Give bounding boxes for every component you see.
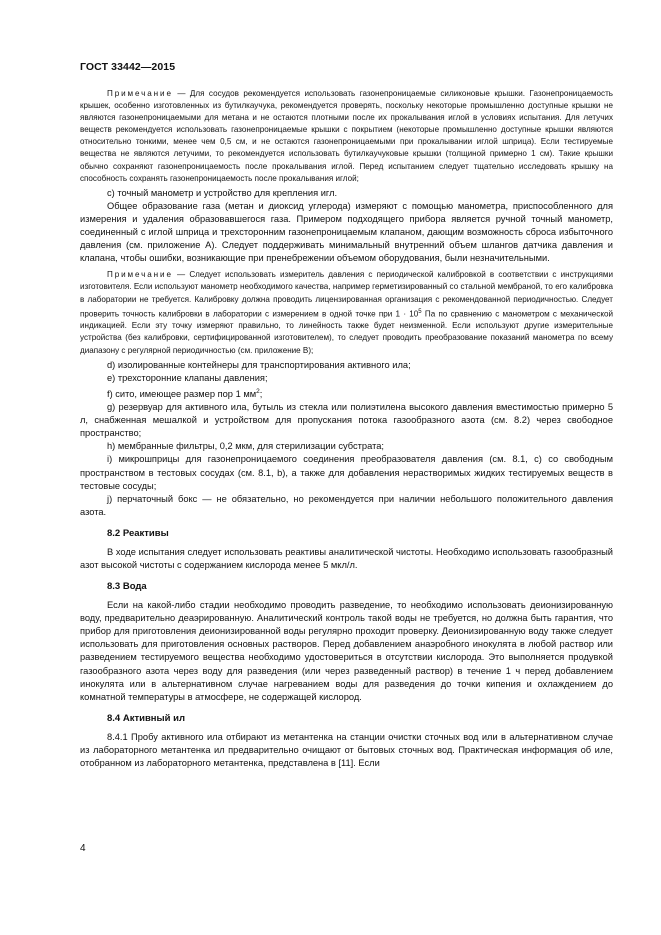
list-item-i: i) микрошприцы для газонепроницаемого соединения преобразователя давления (см. 8.1, с) со свободным пространством в тестовых сосудах (см. 8.1, b), а также для добавления нерастворимых жидких тестируемых веществ в тестовые сосуды; bbox=[80, 454, 613, 491]
paragraph-reagents: В ходе испытания следует использовать реактивы аналитической чистоты. Необходимо использовать газообразный азот высокой чистоты с содержанием кислорода менее 5 мкл/л. bbox=[80, 546, 613, 570]
list-item-e: е) трехсторонние клапаны давления; bbox=[107, 372, 268, 383]
note-pressure-meter bbox=[80, 269, 613, 356]
section-heading-reagents: 8.2 Реактивы bbox=[107, 527, 169, 539]
note-vessel-caps bbox=[80, 88, 613, 185]
list-item-d: d) изолированные контейнеры для транспортирования активного ила; bbox=[107, 359, 411, 370]
note-text: — Для сосудов рекомендуется использовать газонепроницаемые силиконовые крышки. Газонепроницаемость крышек, особенно изготовленных из бутилкаучука, рекомендуется проверять, поскольку некоторые промышленно доступные крышки не являются газонепроницаемыми для метана и не остаются плотными после их прокалывания иглой в условиях испытания. Для летучих веществ рекомендуется использовать газонепроницаемые крышки с покрытием (некоторые промышленно доступные крышки являются относительно тонкими, менее чем 0,5 см, и не остаются газонепроницаемыми при прокалывании иглой шприца). Если тестируемые вещества не являются летучими, то рекомендуется использовать бутилкаучуковые крышки (толщиной примерно 1 см). Такие крышки обычно сохраняют газонепроницаемость после прокалывания иглой. Перед испытанием следует тщательно исследовать крышку на способность сохранять газонепроницаемость после прокалывания иглой; bbox=[80, 89, 613, 183]
section-heading-activated-sludge: 8.4 Активный ил bbox=[107, 712, 185, 724]
document-header: ГОСТ 33442—2015 bbox=[80, 61, 176, 73]
note-label: Примечание bbox=[107, 89, 173, 98]
note-text-before: — Следует использовать измеритель давления с периодической калибровкой в соответствии с инструкциями изготовителя. Если используют манометр необходимого качества, например герметизированный со стальной мембраной, то его калибровка в лаборатории не требуется. Калибровку должна проводить лицензированная организация с рекомендованной периодичностью. Следует проверить точность калибровки в лаборатории с измерением в одной точке при 1 · 10 bbox=[80, 270, 613, 319]
item-f-end: ; bbox=[259, 388, 263, 399]
note-label: Примечание bbox=[107, 270, 173, 280]
page-number: 4 bbox=[80, 843, 86, 854]
paragraph-gas-measurement: Общее образование газа (метан и диоксид углерода) измеряют с помощью манометра, приспособленного для измерения и удаления образовавшегося газа. Примером подходящего прибора является ручной точный манометр, соединенный с иглой шприца и трехсторонним газонепроницаемым клапаном, дающим возможность сброса избыточного давления (см. приложение А). Следует поддерживать минимальный внутренний объем шлангов датчика давления и клапана, чтобы ошибки, возникающие при пренебрежении объемом оборудования, были незначительными. bbox=[80, 200, 613, 264]
paragraph-activated-sludge: 8.4.1 Пробу активного ила отбирают из метантенка на станции очистки сточных вод или в альтернативном случае из лабораторного метантенка ил предварительно очищают от бытовых сточных вод. Практическая информация об иле, отобранном из лабораторного метантенка, представлена в [11]. Если bbox=[80, 731, 613, 768]
item-f-text: f) сито, имеющее размер пор 1 мм bbox=[107, 388, 257, 399]
list-item-g: g) резервуар для активного ила, бутыль из стекла или полиэтилена высокого давления вместимостью примерно 5 л, снабженная мешалкой и устройством для пропускания потока газообразного азота (см. 8.2) через свободное пространство; bbox=[80, 402, 613, 439]
list-item-j: j) перчаточный бокс — не обязательно, но рекомендуется при наличии небольшого положительного давления азота. bbox=[80, 493, 613, 517]
section-heading-water: 8.3 Вода bbox=[107, 581, 147, 593]
page-content bbox=[80, 88, 613, 770]
note-text-after: Па по сравнению с манометром с механической индикацией. Если эту точку измеряют правильно, то линейность также будет неизменной. Если используют другие измерительные устройства (без калибровки, сертифицированной изготовителем), то следует проводить преобразование показаний манометра по всему диапазону с регулярной периодичностью (см. приложение В); bbox=[80, 309, 613, 355]
paragraph-water: Если на какой-либо стадии необходимо проводить разведение, то необходимо использовать деионизированную воду, предварительно деаэрированную. Аналитический контроль такой воды не требуется, но должна быть гарантия, что прибор для приготовления деионизированной воды регулярно проходит проверку. Деионизированную воду также следует использовать для приготовления основных растворов. Перед добавлением анаэробного инокулята в любой раствор или разведением тестируемого вещества необходимо удостовериться в отсутствии кислорода. Это выполняется продувкой газообразного азота через воду для разведения (или через разведенный раствор) в течение 1 ч перед добавлением инокулята или в альтернативном случае нагреванием воды для разведения до точки кипения и охлаждением до комнатной температуры в атмосфере, не содержащей кислород. bbox=[80, 600, 613, 702]
list-item-f bbox=[80, 385, 613, 401]
item-f-superscript: 2 bbox=[256, 387, 260, 395]
note-superscript: 5 bbox=[418, 308, 422, 315]
list-item-h: h) мембранные фильтры, 0,2 мкм, для стерилизации субстрата; bbox=[107, 441, 384, 452]
list-item-c: с) точный манометр и устройство для крепления игл. bbox=[107, 187, 338, 198]
